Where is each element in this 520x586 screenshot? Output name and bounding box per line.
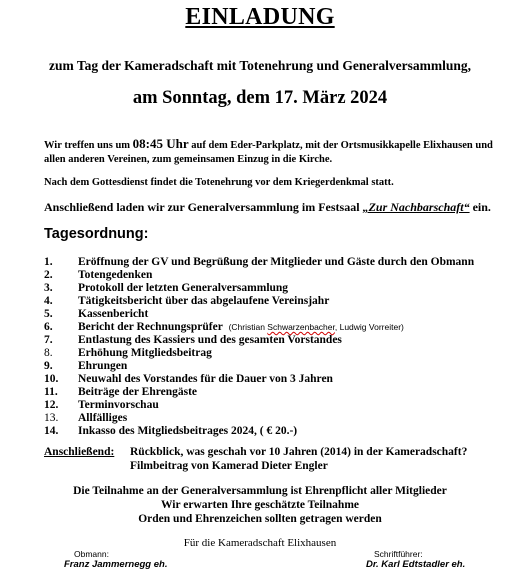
- agenda-item-number: 3.: [44, 282, 53, 294]
- agenda-item: [44, 321, 514, 334]
- afterwards-label: Anschließend:: [44, 446, 115, 458]
- agenda-item-number: 5.: [44, 308, 53, 320]
- closing-notice: [0, 484, 520, 526]
- agenda-item-number: 10.: [44, 373, 59, 385]
- agenda-item-text: Beiträge der Ehrengäste: [78, 386, 198, 398]
- agenda-item: [44, 334, 514, 347]
- agenda-item: [44, 373, 514, 386]
- auditor-name-spellcheck: Schwarzenbacher: [267, 322, 335, 332]
- closing-line-decorations: Orden und Ehrenzeichen sollten getragen werden: [138, 513, 382, 525]
- retrospective-text: Rückblick, was geschah vor 10 Jahren (2014) in der Kameradschaft?: [130, 446, 468, 458]
- secretary-role: Schriftführer:: [374, 549, 423, 559]
- agenda-item-number: 14.: [44, 425, 59, 437]
- document-subtitle: zum Tag der Kameradschaft mit Totenehrung und Generalversammlung,: [48, 58, 472, 73]
- agenda-item: [44, 399, 514, 412]
- agenda-item-text: Tätigkeitsbericht über das abgelaufene Vereinsjahr: [78, 295, 330, 307]
- closing-line-attendance: Wir erwarten Ihre geschätzte Teilnahme: [160, 499, 360, 511]
- agenda-list: [44, 256, 514, 438]
- agenda-item: [44, 256, 514, 269]
- assembly-text-end: ein.: [469, 200, 491, 214]
- agenda-item: [44, 412, 514, 425]
- meeting-paragraph: [44, 137, 500, 167]
- closing-line-duty: Die Teilnahme an der Generalversammlung ist Ehrenpflicht aller Mitglieder: [73, 485, 447, 497]
- agenda-item: [44, 386, 514, 399]
- agenda-item: [44, 308, 514, 321]
- agenda-item-text: Totengedenken: [78, 269, 153, 281]
- agenda-item-number: 13.: [44, 412, 59, 424]
- agenda-item-text: Entlastung des Kassiers und des gesamten Vorstandes: [78, 334, 342, 346]
- meeting-text-end: auf dem Eder-Parkplatz, mit der Ortsmusikkapelle Elixhausen und allen anderen Vereinen, zum gemeinsamen Einzug in die Kirche.: [44, 140, 493, 165]
- agenda-item-text: Terminvorschau: [78, 399, 159, 411]
- agenda-item-text: Ehrungen: [78, 360, 128, 372]
- afterwards-line: [44, 446, 467, 458]
- agenda-item: [44, 347, 514, 360]
- auditors-note: [229, 322, 404, 332]
- assembly-paragraph: [44, 200, 491, 215]
- agenda-item-text: Neuwahl des Vorstandes für die Dauer von 3 Jahren: [78, 373, 333, 385]
- chairman-role: Obmann:: [74, 549, 109, 559]
- document-title: EINLADUNG: [185, 4, 335, 30]
- chairman-signature: Franz Jammernegg eh.: [64, 559, 168, 570]
- auditors-note-close: , Ludwig Vorreiter): [334, 322, 404, 332]
- event-date: am Sonntag, dem 17. März 2024: [132, 88, 388, 108]
- agenda-item-number: 8.: [44, 347, 53, 359]
- secretary-signature: Dr. Karl Edtstadler eh.: [366, 559, 466, 570]
- agenda-item-number: 2.: [44, 269, 53, 281]
- agenda-item-number: 12.: [44, 399, 59, 411]
- agenda-item-number: 7.: [44, 334, 53, 346]
- agenda-item: [44, 295, 514, 308]
- agenda-item-text: Protokoll der letzten Generalversammlung: [78, 282, 289, 294]
- agenda-item-text: Inkasso des Mitgliedsbeitrages 2024, ( € 20.-): [78, 425, 298, 437]
- agenda-item-text: Bericht der Rechnungsprüfer: [78, 321, 223, 333]
- agenda-heading: Tagesordnung:: [44, 226, 149, 242]
- film-contribution: Filmbeitrag von Kamerad Dieter Engler: [130, 460, 328, 472]
- agenda-item-number: 9.: [44, 360, 53, 372]
- agenda-item-number: 4.: [44, 295, 53, 307]
- assembly-text-start: Anschließend laden wir zur Generalversammlung im Festsaal: [44, 200, 363, 214]
- assembly-venue: „Zur Nachbarschaft“: [362, 200, 470, 214]
- agenda-item: [44, 269, 514, 282]
- meeting-time: 08:45 Uhr: [132, 136, 189, 151]
- memorial-paragraph: Nach dem Gottesdienst findet die Totenehrung vor dem Kriegerdenkmal statt.: [44, 177, 394, 188]
- meeting-text-start: Wir treffen uns um: [44, 140, 133, 151]
- organization-line: Für die Kameradschaft Elixhausen: [183, 537, 337, 549]
- agenda-item-number: 1.: [44, 256, 53, 268]
- agenda-item: [44, 282, 514, 295]
- agenda-item-text: Allfälliges: [78, 412, 128, 424]
- agenda-item: [44, 360, 514, 373]
- auditors-note-open: (Christian: [228, 322, 268, 332]
- agenda-item-text: Erhöhung Mitgliedsbeitrag: [78, 347, 212, 359]
- agenda-item-text: Eröffnung der GV und Begrüßung der Mitglieder und Gäste durch den Obmann: [78, 256, 475, 268]
- agenda-item-number: 6.: [44, 321, 53, 333]
- agenda-item-number: 11.: [44, 386, 58, 398]
- agenda-item-text: Kassenbericht: [78, 308, 149, 320]
- agenda-item: [44, 425, 514, 438]
